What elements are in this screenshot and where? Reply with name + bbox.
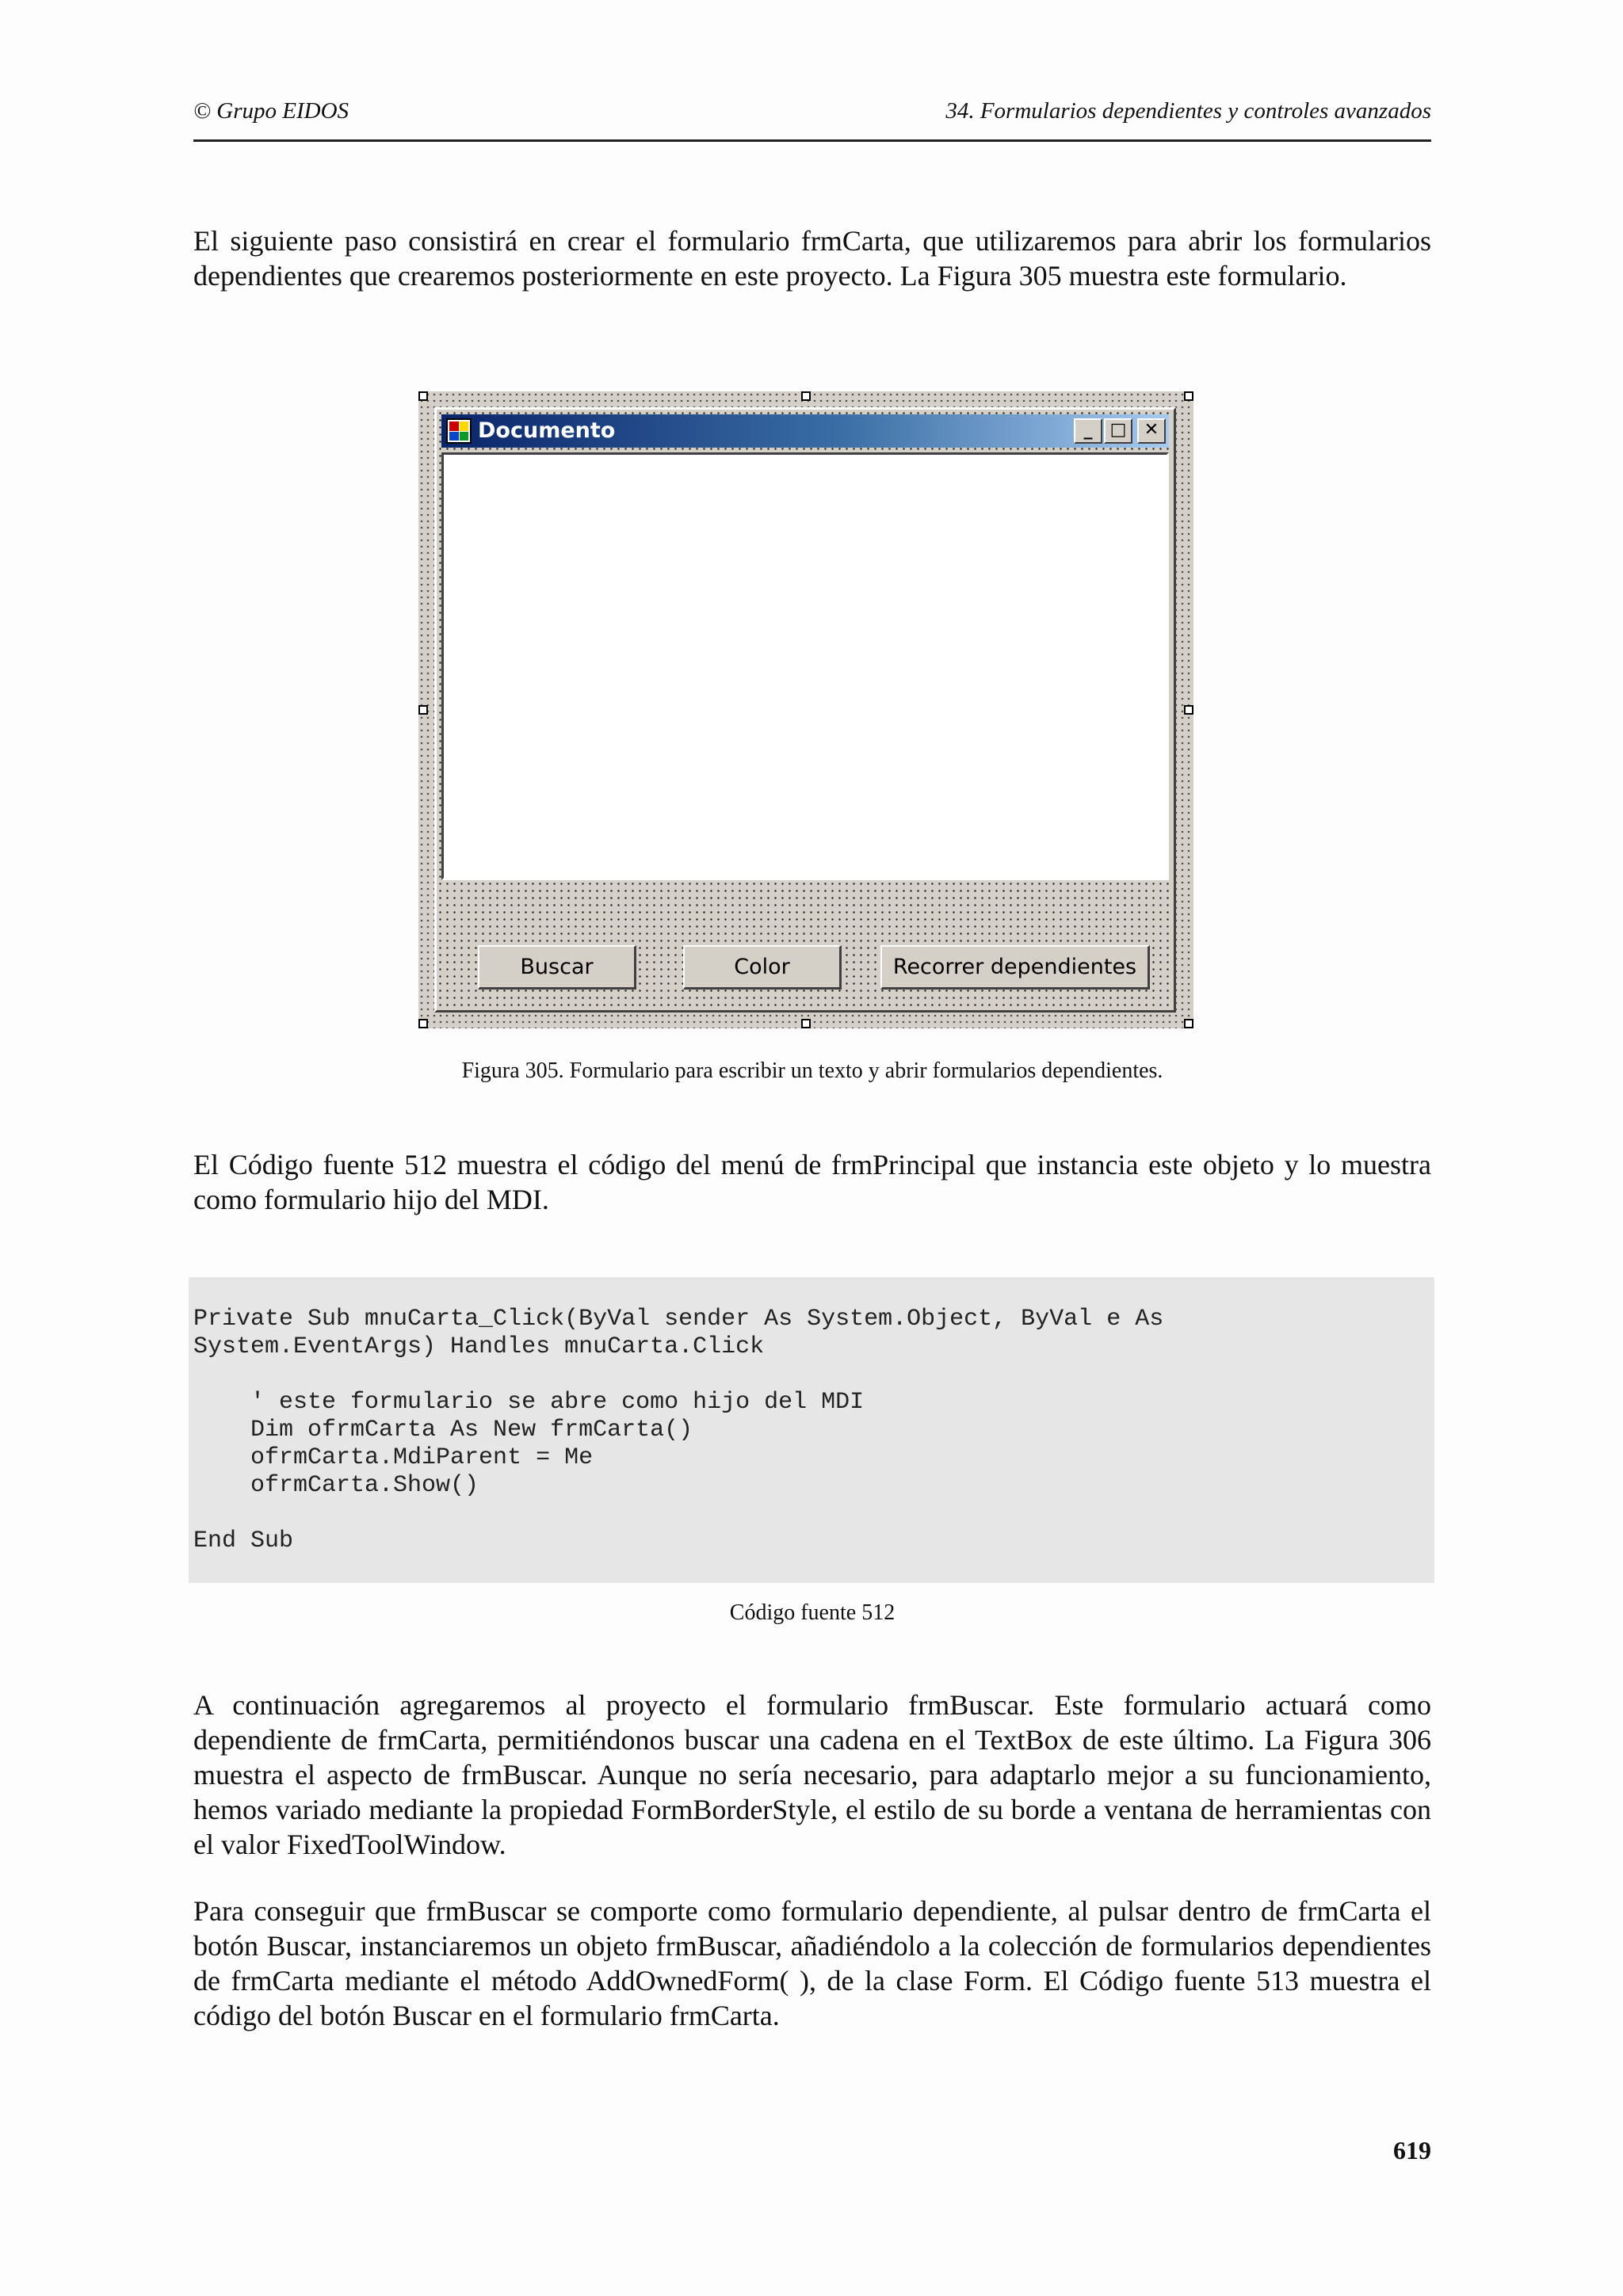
figure-305	[418, 391, 1193, 1028]
maximize-icon: □	[1109, 420, 1127, 440]
form-window	[434, 407, 1176, 1013]
header-chapter-title: 34. Formularios dependientes y controles avanzados	[945, 98, 1431, 124]
maximize-button[interactable]	[1104, 418, 1132, 444]
title-bar[interactable]	[441, 414, 1169, 448]
resize-handle[interactable]	[1184, 391, 1193, 401]
text-box[interactable]	[441, 452, 1169, 880]
close-icon: ✕	[1144, 420, 1159, 440]
resize-handle[interactable]	[801, 391, 811, 401]
paragraph-frmbuscar: A continuación agregaremos al proyecto el formulario frmBuscar. Este formulario actuará como dependiente de frmCarta, permitiéndonos buscar una cadena en el TextBox de este último. La Figura 306 muestra el aspecto de frmBuscar. Aunque no sería necesario, para adaptarlo mejor a su funcionamiento, hemos variado mediante la propiedad FormBorderStyle, el estilo de su borde a ventana de herramientas con el valor FixedToolWindow.	[193, 1689, 1431, 1860]
resize-handle[interactable]	[1184, 1019, 1193, 1028]
buscar-button[interactable]: Buscar	[478, 945, 636, 990]
minimize-button[interactable]	[1074, 418, 1102, 444]
paragraph-intro: El siguiente paso consistirá en crear el formulario frmCarta, que utilizaremos para abrir los formularios dependientes que crearemos posteriormente en este proyecto. La Figura 305 muestra este formulario.	[193, 225, 1431, 292]
page-number: 619	[1393, 2136, 1431, 2164]
resize-handle[interactable]	[801, 1019, 811, 1028]
resize-handle[interactable]	[418, 391, 428, 401]
form-icon	[446, 418, 472, 444]
minimize-icon: _	[1083, 420, 1093, 440]
resize-handle[interactable]	[1184, 705, 1193, 715]
paragraph-dependent-form: Para conseguir que frmBuscar se comporte como formulario dependiente, al pulsar dentro de frmCarta el botón Buscar, instanciaremos un objeto frmBuscar, añadiéndolo a la colección de formularios dependientes de frmCarta mediante el método AddOwnedForm( ), de la clase Form. El Código fuente 513 muestra el código del botón Buscar en el formulario frmCarta.	[193, 1895, 1431, 2031]
code-listing: Private Sub mnuCarta_Click(ByVal sender As System.Object, ByVal e As System.EventArgs) Handles mnuCarta.Click ' este formulario se abre como hijo del MDI Dim ofrmCarta As New frmCarta() ofrmCarta.MdiParent = Me ofrmCarta.Show() End Sub	[193, 1306, 1164, 1554]
recorrer-dependientes-button[interactable]: Recorrer dependientes	[880, 945, 1150, 990]
close-button[interactable]	[1137, 418, 1166, 444]
figure-caption: Figura 305. Formulario para escribir un texto y abrir formularios dependientes.	[461, 1058, 1163, 1083]
paragraph-code-intro: El Código fuente 512 muestra el código del menú de frmPrincipal que instancia este objeto y lo muestra como formulario hijo del MDI.	[193, 1149, 1431, 1215]
color-button[interactable]: Color	[683, 945, 842, 990]
code-block	[189, 1277, 1434, 1583]
code-caption: Código fuente 512	[729, 1600, 896, 1625]
header-publisher: © Grupo EIDOS	[193, 98, 349, 124]
window-title: Documento	[478, 418, 616, 443]
resize-handle[interactable]	[418, 705, 428, 715]
resize-handle[interactable]	[418, 1019, 428, 1028]
running-header	[193, 95, 1431, 142]
